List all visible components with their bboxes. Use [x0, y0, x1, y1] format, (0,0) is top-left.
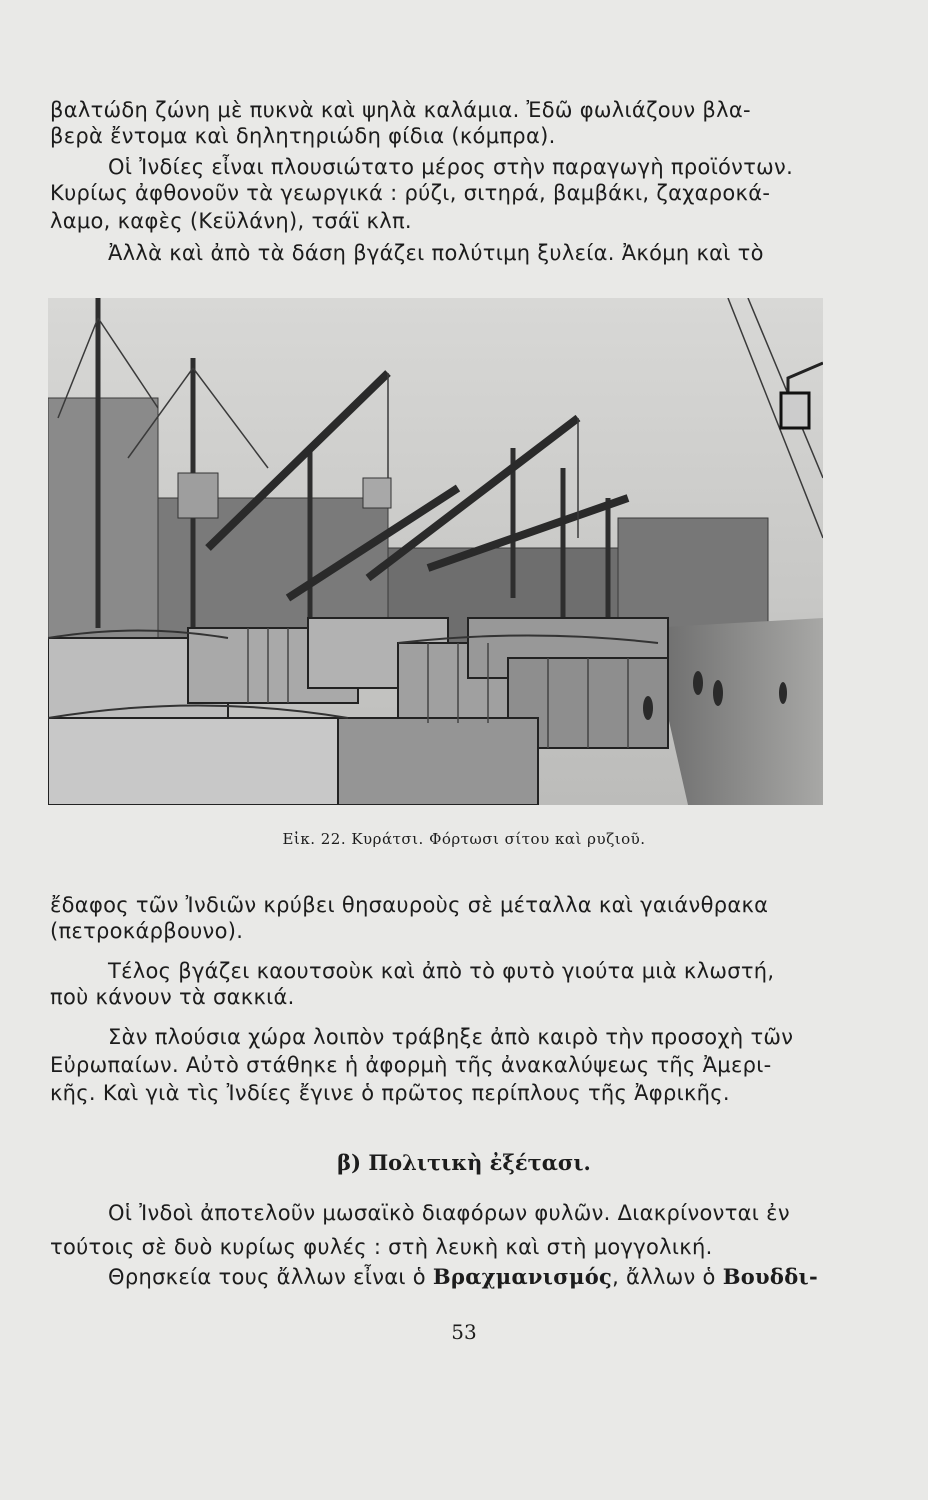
body-text-line: Ἀλλὰ καὶ ἀπὸ τὰ δάση βγάζει πολύτιμη ξυλεία. Ἀκόμη καὶ τὸ [108, 241, 764, 265]
body-text-line: (πετροκάρβουνο). [50, 919, 244, 943]
emphasized-term: Βραχμανισμός [432, 1264, 613, 1289]
text-segment: , ἄλλων ὁ [612, 1265, 723, 1289]
body-text-line: Οἱ Ἰνδίες εἶναι πλουσιώτατο μέρος στὴν παραγωγὴ προϊόντων. [108, 155, 794, 179]
body-text-line-mixed [108, 1264, 898, 1290]
text-segment: Θρησκεία τους ἄλλων εἶναι ὁ [108, 1265, 433, 1289]
body-text-line: βαλτώδη ζώνη μὲ πυκνὰ καὶ ψηλὰ καλάμια. Ἐδῶ φωλιάζουν βλα- [50, 98, 751, 122]
body-text-line: κῆς. Καὶ γιὰ τὶς Ἰνδίες ἔγινε ὁ πρῶτος περίπλους τῆς Ἀφρικῆς. [50, 1081, 730, 1105]
body-text-line: Σὰν πλούσια χώρα λοιπὸν τράβηξε ἀπὸ καιρὸ τὴν προσοχὴ τῶν [108, 1025, 794, 1049]
body-text-line: ἔδαφος τῶν Ἰνδιῶν κρύβει θησαυροὺς σὲ μέταλλα καὶ γαιάνθρακα [50, 893, 769, 917]
emphasized-term: Βουδδι- [722, 1264, 819, 1289]
body-text-line: Εὐρωπαίων. Αὐτὸ στάθηκε ἡ ἀφορμὴ τῆς ἀνακαλύψεως τῆς Ἀμερι- [50, 1053, 772, 1077]
body-text-line: Κυρίως ἀφθονοῦν τὰ γεωργικά : ρύζι, σιτηρά, βαμβάκι, ζαχαροκά- [50, 181, 771, 205]
page-number: 53 [451, 1320, 477, 1344]
body-text-line: λαμο, καφὲς (Κεϋλάνη), τσάϊ κλπ. [50, 209, 412, 233]
harbor-photo-graphic [48, 298, 823, 805]
body-text-line: Οἱ Ἰνδοὶ ἀποτελοῦν μωσαϊκὸ διαφόρων φυλῶν. Διακρίνονται ἐν [108, 1201, 790, 1225]
harbor-photo [48, 298, 823, 805]
figure-caption: Εἰκ. 22. Κυράτσι. Φόρτωσι σίτου καὶ ρυζιοῦ. [282, 830, 646, 848]
body-text-line: ποὺ κάνουν τὰ σακκιά. [50, 985, 295, 1009]
section-heading: β) Πολιτικὴ ἐξέτασι. [337, 1150, 591, 1175]
body-text-line: τούτοις σὲ δυὸ κυρίως φυλές : στὴ λευκὴ καὶ στὴ μογγολική. [50, 1235, 713, 1259]
body-text-line: βερὰ ἔντομα καὶ δηλητηριώδη φίδια (κόμπρα). [50, 124, 556, 148]
body-text-line: Τέλος βγάζει καουτσοὺκ καὶ ἀπὸ τὸ φυτὸ γιούτα μιὰ κλωστή, [108, 959, 775, 983]
